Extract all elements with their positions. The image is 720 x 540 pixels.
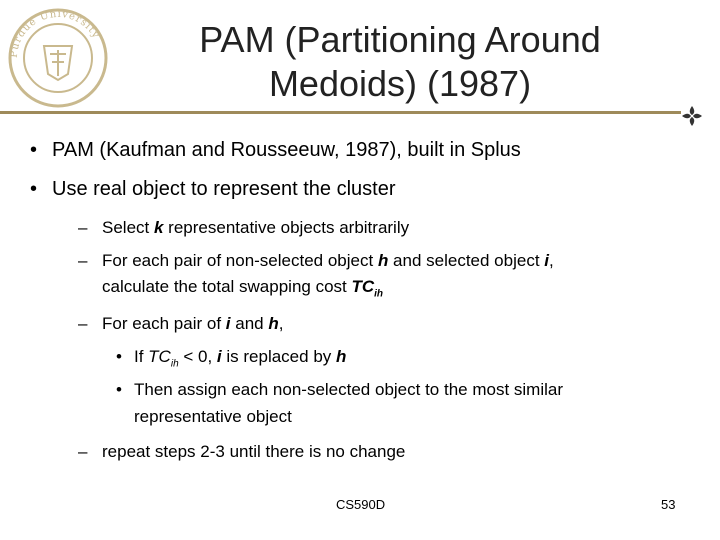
sub-sub-bullet-1: If $TC_{ih} < 0$, i is replaced by h <box>134 347 347 370</box>
bullet-marker: • <box>116 347 122 366</box>
dash-marker: – <box>78 251 88 270</box>
dash-marker: – <box>78 218 88 237</box>
slide-title <box>150 18 650 106</box>
bullet-marker: • <box>30 139 38 161</box>
sub-bullet-1: Select k representative objects arbitrarily <box>102 218 410 237</box>
page-number: 53 <box>661 497 676 512</box>
sub-bullet-2-line-2: calculate the total swapping cost $TC_{ih}$ <box>102 277 384 300</box>
sub-bullet-3: For each pair of i and h, <box>102 314 284 333</box>
sub-sub-bullet-2-line-1: Then assign each non-selected object to the most similar <box>134 380 564 399</box>
title-line-1: PAM (Partitioning Around <box>199 19 601 60</box>
bullet-2-text: Use real object to represent the cluster <box>52 178 396 200</box>
fleur-ornament-icon <box>680 104 704 128</box>
sub-bullet-2-line-1: For each pair of non-selected object h and selected object i, <box>102 251 554 270</box>
bullet-marker: • <box>116 380 122 399</box>
bullet-1-text: PAM (Kaufman and Rousseeuw, 1987), built in Splus <box>52 139 521 161</box>
sub-bullet-4: repeat steps 2-3 until there is no change <box>102 442 406 461</box>
svg-text:Purdue University: Purdue University <box>8 8 102 59</box>
footer-course: CS590D <box>336 497 386 512</box>
dash-marker: – <box>78 314 88 333</box>
title-divider <box>0 111 681 114</box>
title-line-2: Medoids) (1987) <box>268 63 532 104</box>
dash-marker: – <box>78 442 88 461</box>
sub-sub-bullet-2-line-2: representative object <box>134 407 292 426</box>
bullet-marker: • <box>30 178 38 200</box>
university-seal-logo <box>6 6 110 110</box>
